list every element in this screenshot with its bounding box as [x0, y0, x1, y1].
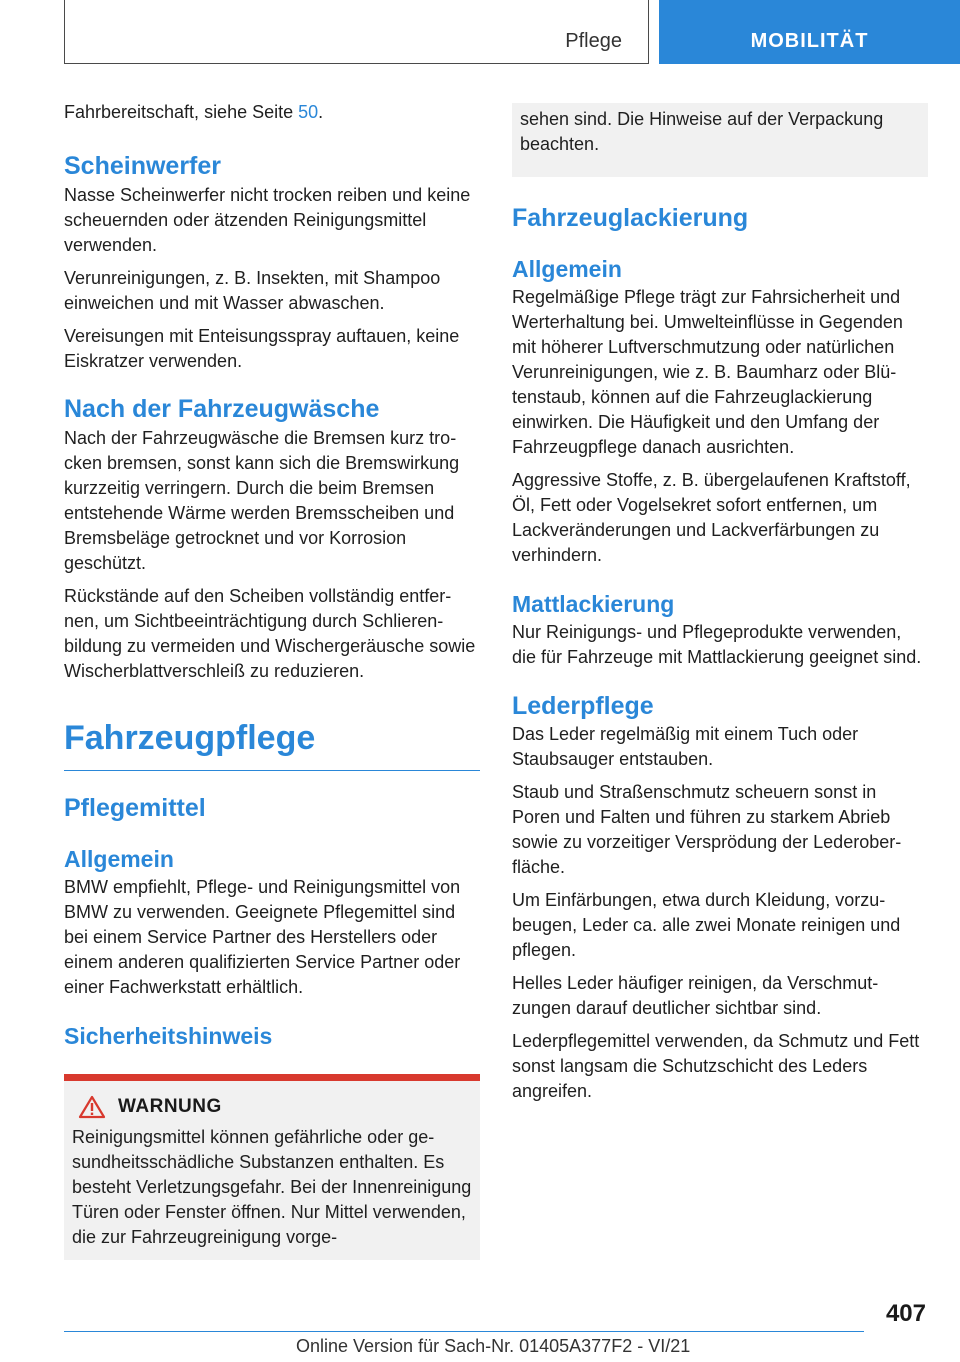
nach-p1: Nach der Fahrzeugwäsche die Bremsen kurz trocken bremsen, sonst kann sich die Bremswirkung kurzzeitig verringern. Durch die beim Bremsen entstehende Wärme werden Bremsscheiben und Bremsbeläge getrocknet und vor Korrosion geschützt.	[64, 428, 460, 573]
warning-text-continued: sehen sind. Die Hinweise auf der Verpackung beachten.	[520, 109, 884, 154]
lack-p2: Aggressive Stoffe, z. B. übergelaufenen Kraftstoff, Öl, Fett oder Vogelsekret sofort entfernen, um Lackveränderungen und Lackverfärbungen zu verhindern.	[512, 470, 911, 565]
warning-box	[64, 1081, 480, 1260]
footer-text: Online Version für Sach-Nr. 01405A377F2 - VI/21	[296, 1336, 691, 1356]
scheinwerfer-p2: Verunreinigungen, z. B. Insekten, mit Shampoo einweichen und mit Wasser abwaschen.	[64, 268, 441, 313]
left-column	[64, 100, 480, 1260]
heading-mattlackierung: Mattlackierung	[512, 591, 675, 617]
heading-allgemein-pflegemittel: Allgemein	[64, 846, 174, 872]
page-number: 407	[885, 1300, 926, 1327]
leder-p3: Um Einfärbungen, etwa durch Kleidung, vorzubeugen, Leder ca. alle zwei Monate reinigen und pflegen.	[512, 890, 901, 960]
heading-nach-fahrzeugwaesche: Nach der Fahrzeugwäsche	[64, 395, 380, 423]
heading-fahrzeuglackierung: Fahrzeuglackierung	[512, 204, 749, 232]
warning-header	[72, 1095, 472, 1119]
lack-p1: Regelmäßige Pflege trägt zur Fahrsicherheit und Werterhaltung bei. Umwelteinflüsse in Gegenden mit höherer Luftverschmutzung oder natürlichen Verunreinigungen, wie z. B. Baumharz oder Blütenstaub, können auf die Fahrzeuglackierung einwirken. Die Häufigkeit und den Umfang der Fahrzeugpflege danach ausrichten.	[512, 287, 903, 457]
warning-bar	[64, 1074, 480, 1081]
scheinwerfer-p3: Vereisungen mit Enteisungsspray auftauen, keine Eiskratzer verwenden.	[64, 326, 460, 371]
heading-lederpflege: Lederpflege	[512, 692, 654, 720]
leder-p4: Helles Leder häufiger reinigen, da Verschmutzungen darauf deutlicher sichtbar sind.	[512, 973, 879, 1018]
warning-box-continued	[512, 103, 928, 177]
header-chapter-tab	[659, 0, 960, 64]
pflegemittel-allgemein-text: BMW empfiehlt, Pflege- und Reinigungsmittel von BMW zu verwenden. Geeignete Pflegemittel sind bei einem Service Partner des Herstellers oder einem anderen qualifizierten Service Partner oder einer Fachwerkstatt erhältlich.	[64, 877, 461, 997]
chapter-title-fahrzeugpflege: Fahrzeugpflege	[64, 718, 480, 771]
header-left-frame	[64, 0, 649, 64]
leder-p1: Das Leder regelmäßig mit einem Tuch oder Staubsauger entstauben.	[512, 724, 859, 769]
intro-end: .	[318, 102, 324, 122]
warning-triangle-icon	[78, 1095, 106, 1119]
scheinwerfer-p1: Nasse Scheinwerfer nicht trocken reiben und keine scheuernden oder ätzenden Reinigungsmittel verwenden.	[64, 185, 471, 255]
footer-divider	[64, 1331, 864, 1332]
header-chapter-label: MOBILITÄT	[750, 30, 869, 52]
intro-paragraph	[64, 100, 480, 125]
leder-p2: Staub und Straßenschmutz scheuern sonst in Poren und Falten und führen zu starkem Abrieb sowie zu vorzeitiger Versprödung der Lederoberfläche.	[512, 782, 902, 877]
heading-sicherheitshinweis: Sicherheitshinweis	[64, 1023, 273, 1049]
heading-allgemein-lack: Allgemein	[512, 256, 622, 282]
intro-text: Fahrbereitschaft, siehe Seite	[64, 102, 299, 122]
warning-title: WARNUNG	[118, 1096, 222, 1117]
page-link-50[interactable]: 50	[298, 102, 319, 122]
right-column	[512, 103, 928, 1112]
heading-scheinwerfer: Scheinwerfer	[64, 152, 222, 180]
nach-p2: Rückstände auf den Scheiben vollständig entfernen, um Sichtbeeinträchtigung durch Schlierenbildung zu vermeiden und Wischergeräusche sowie Wischerblattverschleiß zu reduzieren.	[64, 586, 476, 681]
leder-p5: Lederpflegemittel verwenden, da Schmutz und Fett sonst langsam die Schutzschicht des Leders angreifen.	[512, 1031, 920, 1101]
header-section-title: Pflege	[565, 30, 622, 52]
warning-text: Reinigungsmittel können gefährliche oder gesundheitsschädliche Substanzen enthalten. Es besteht Verletzungsgefahr. Bei der Innenreinigung Türen oder Fenster öffnen. Nur Mittel verwenden, die zur Fahrzeugreinigung vorge-	[72, 1127, 472, 1247]
heading-pflegemittel: Pflegemittel	[64, 794, 206, 822]
matt-text: Nur Reinigungs- und Pflegeprodukte verwenden, die für Fahrzeuge mit Mattlackierung geeignet sind.	[512, 622, 922, 667]
